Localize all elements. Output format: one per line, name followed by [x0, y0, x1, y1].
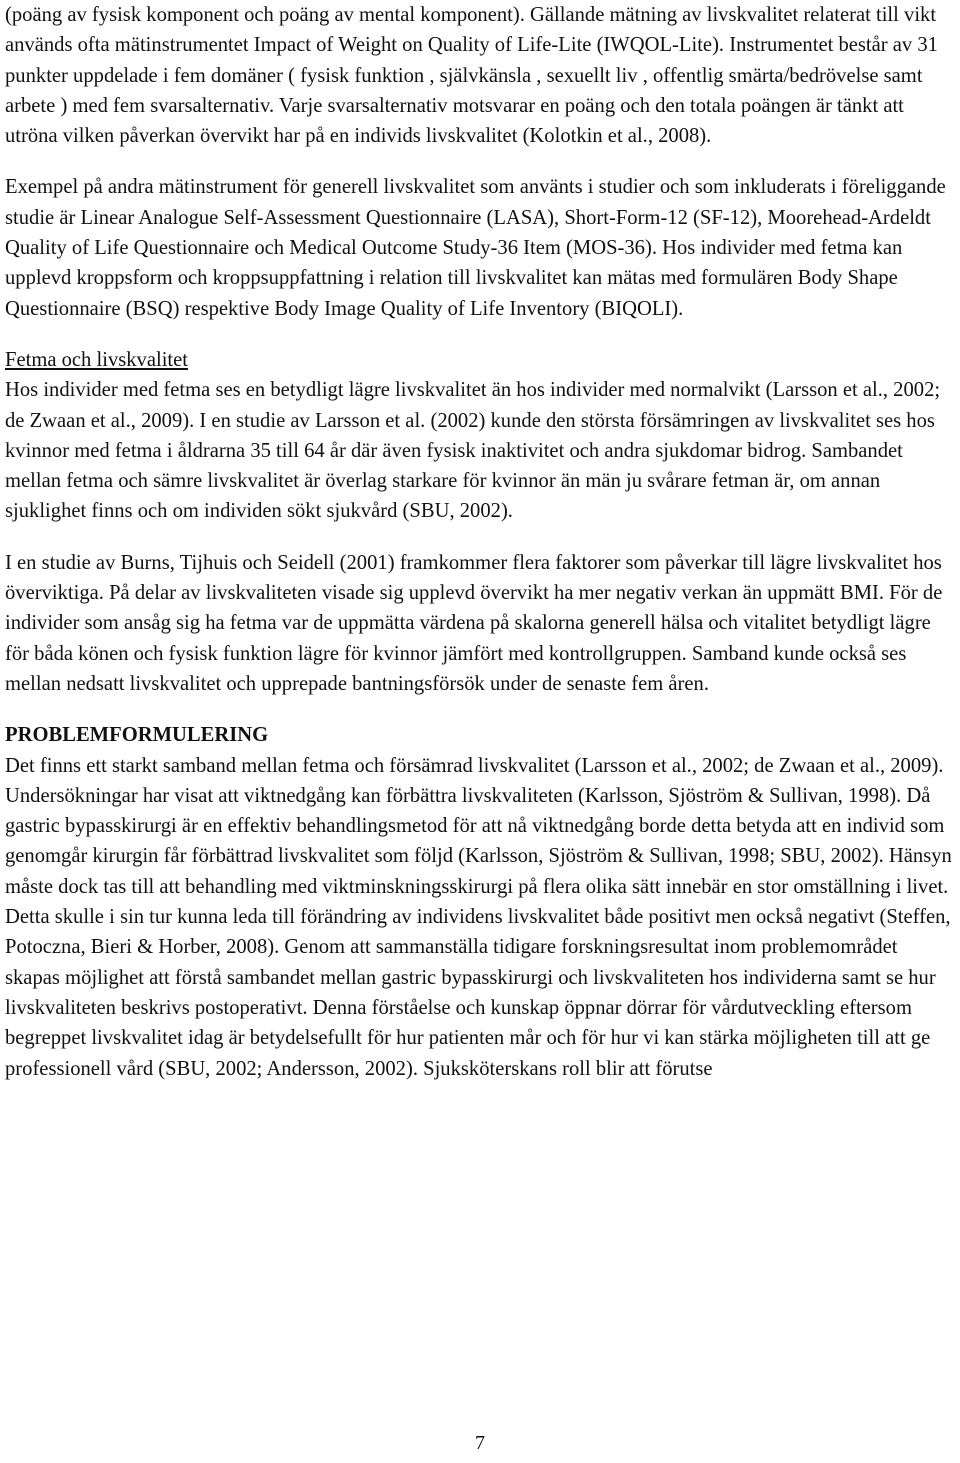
paragraph-problem: Det finns ett starkt samband mellan fetma och försämrad livskvalitet (Larsson et al., 2002; de Zwaan et al., 2009). Undersökningar har visat att viktnedgång kan förbättra livskvaliteten (Karlsson, Sjöström & Sullivan, 1998). Då gastric bypasskirurgi är en effektiv behandlingsmetod för att nå viktnedgång borde detta betyda att en individ som genomgår kirurgin får förbättrad livskvalitet som följd (Karlsson, Sjöström & Sullivan, 1998; SBU, 2002). Hänsyn måste dock tas till att behandling med viktminskningsskirurgi på flera olika sätt innebär en stor omställning i livet. Detta skulle i sin tur kunna leda till förändring av individens livskvalitet både positivt men också negativt (Steffen, Potoczna, Bieri & Horber, 2008). Genom att sammanställa tidigare forskningsresultat inom problemområdet skapas möjlighet att förstå sambandet mellan gastric bypasskirurgi och livskvaliteten hos individerna samt se hur livskvaliteten beskrivs postoperativt. Denna förståelse och kunskap öppnar dörrar för vårdutveckling eftersom begreppet livskvalitet idag är betydelsefullt för hur patienten mår och för hur vi kan stärka möjligheten till att ge professionell vård (SBU, 2002; Andersson, 2002). Sjuksköterskans roll blir att förutse — [5, 754, 952, 1080]
paragraph-burns-study: I en studie av Burns, Tijhuis och Seidell (2001) framkommer flera faktorer som påverkar till lägre livskvalitet hos överviktiga. På delar av livskvaliteten visade sig upplevd övervikt ha mer negativ verkan än uppmätt BMI. För de individer som ansåg sig ha fetma var de uppmätta värdena på skalorna generell hälsa och vitalitet betydligt lägre för båda könen och fysisk funktion lägre för kvinnor jämfört med kontrollgruppen. Samband kunde också ses mellan nedsatt livskvalitet och upprepade bantningsförsök under de senaste fem åren. — [5, 551, 943, 695]
paragraph-fetma: Hos individer med fetma ses en betydligt lägre livskvalitet än hos individer med normalvikt (Larsson et al., 2002; de Zwaan et al., 2009). I en studie av Larsson et al. (2002) kunde den största försämringen av livskvalitet ses hos kvinnor med fetma i åldrarna 35 till 64 år där även fysisk inaktivitet och andra sjukdomar bidrog. Sambandet mellan fetma och sämre livskvalitet är överlag starkare för kvinnor än män ju svårare fetman är, om annan sjuklighet finns och om individen sökt sjukvård (SBU, 2002). — [5, 379, 941, 523]
heading-problemformulering: PROBLEMFORMULERING — [5, 724, 269, 747]
paragraph-spacer — [5, 527, 955, 548]
paragraph-spacer — [5, 324, 955, 345]
paragraph-spacer — [5, 699, 955, 720]
paragraph-instruments: Exempel på andra mätinstrument för generell livskvalitet som använts i studier och som inkluderats i föreliggande studie är Linear Analogue Self-Assessment Questionnaire (LASA), Short-Form-12 (SF-12), Moorehead-Ardeldt Quality of Life Questionnaire och Medical Outcome Study-36 Item (MOS-36). Hos individer med fetma kan upplevd kroppsform och kroppsuppfattning i relation till livskvalitet kan mätas med formulären Body Shape Questionnaire (BSQ) respektive Body Image Quality of Life Inventory (BIQOLI). — [5, 176, 946, 320]
document-page — [5, 0, 955, 1084]
subheading-fetma-livskvalitet: Fetma och livskvalitet — [5, 348, 189, 371]
paragraph-iwqol: (poäng av fysisk komponent och poäng av mental komponent). Gällande mätning av livskvalitet relaterat till vikt används ofta mätinstrumentet Impact of Weight on Quality of Life-Lite (IWQOL-Lite). Instrumentet består av 31 punkter uppdelade i fem domäner ( fysisk funktion , självkänsla , sexuellt liv , offentlig smärta/bedrövelse samt arbete ) med fem svarsalternativ. Varje svarsalternativ motsvarar en poäng och den totala poängen är tänkt att utröna vilken påverkan övervikt har på en individs livskvalitet (Kolotkin et al., 2008). — [5, 4, 938, 148]
paragraph-spacer — [5, 151, 955, 172]
page-number: 7 — [475, 1432, 485, 1454]
